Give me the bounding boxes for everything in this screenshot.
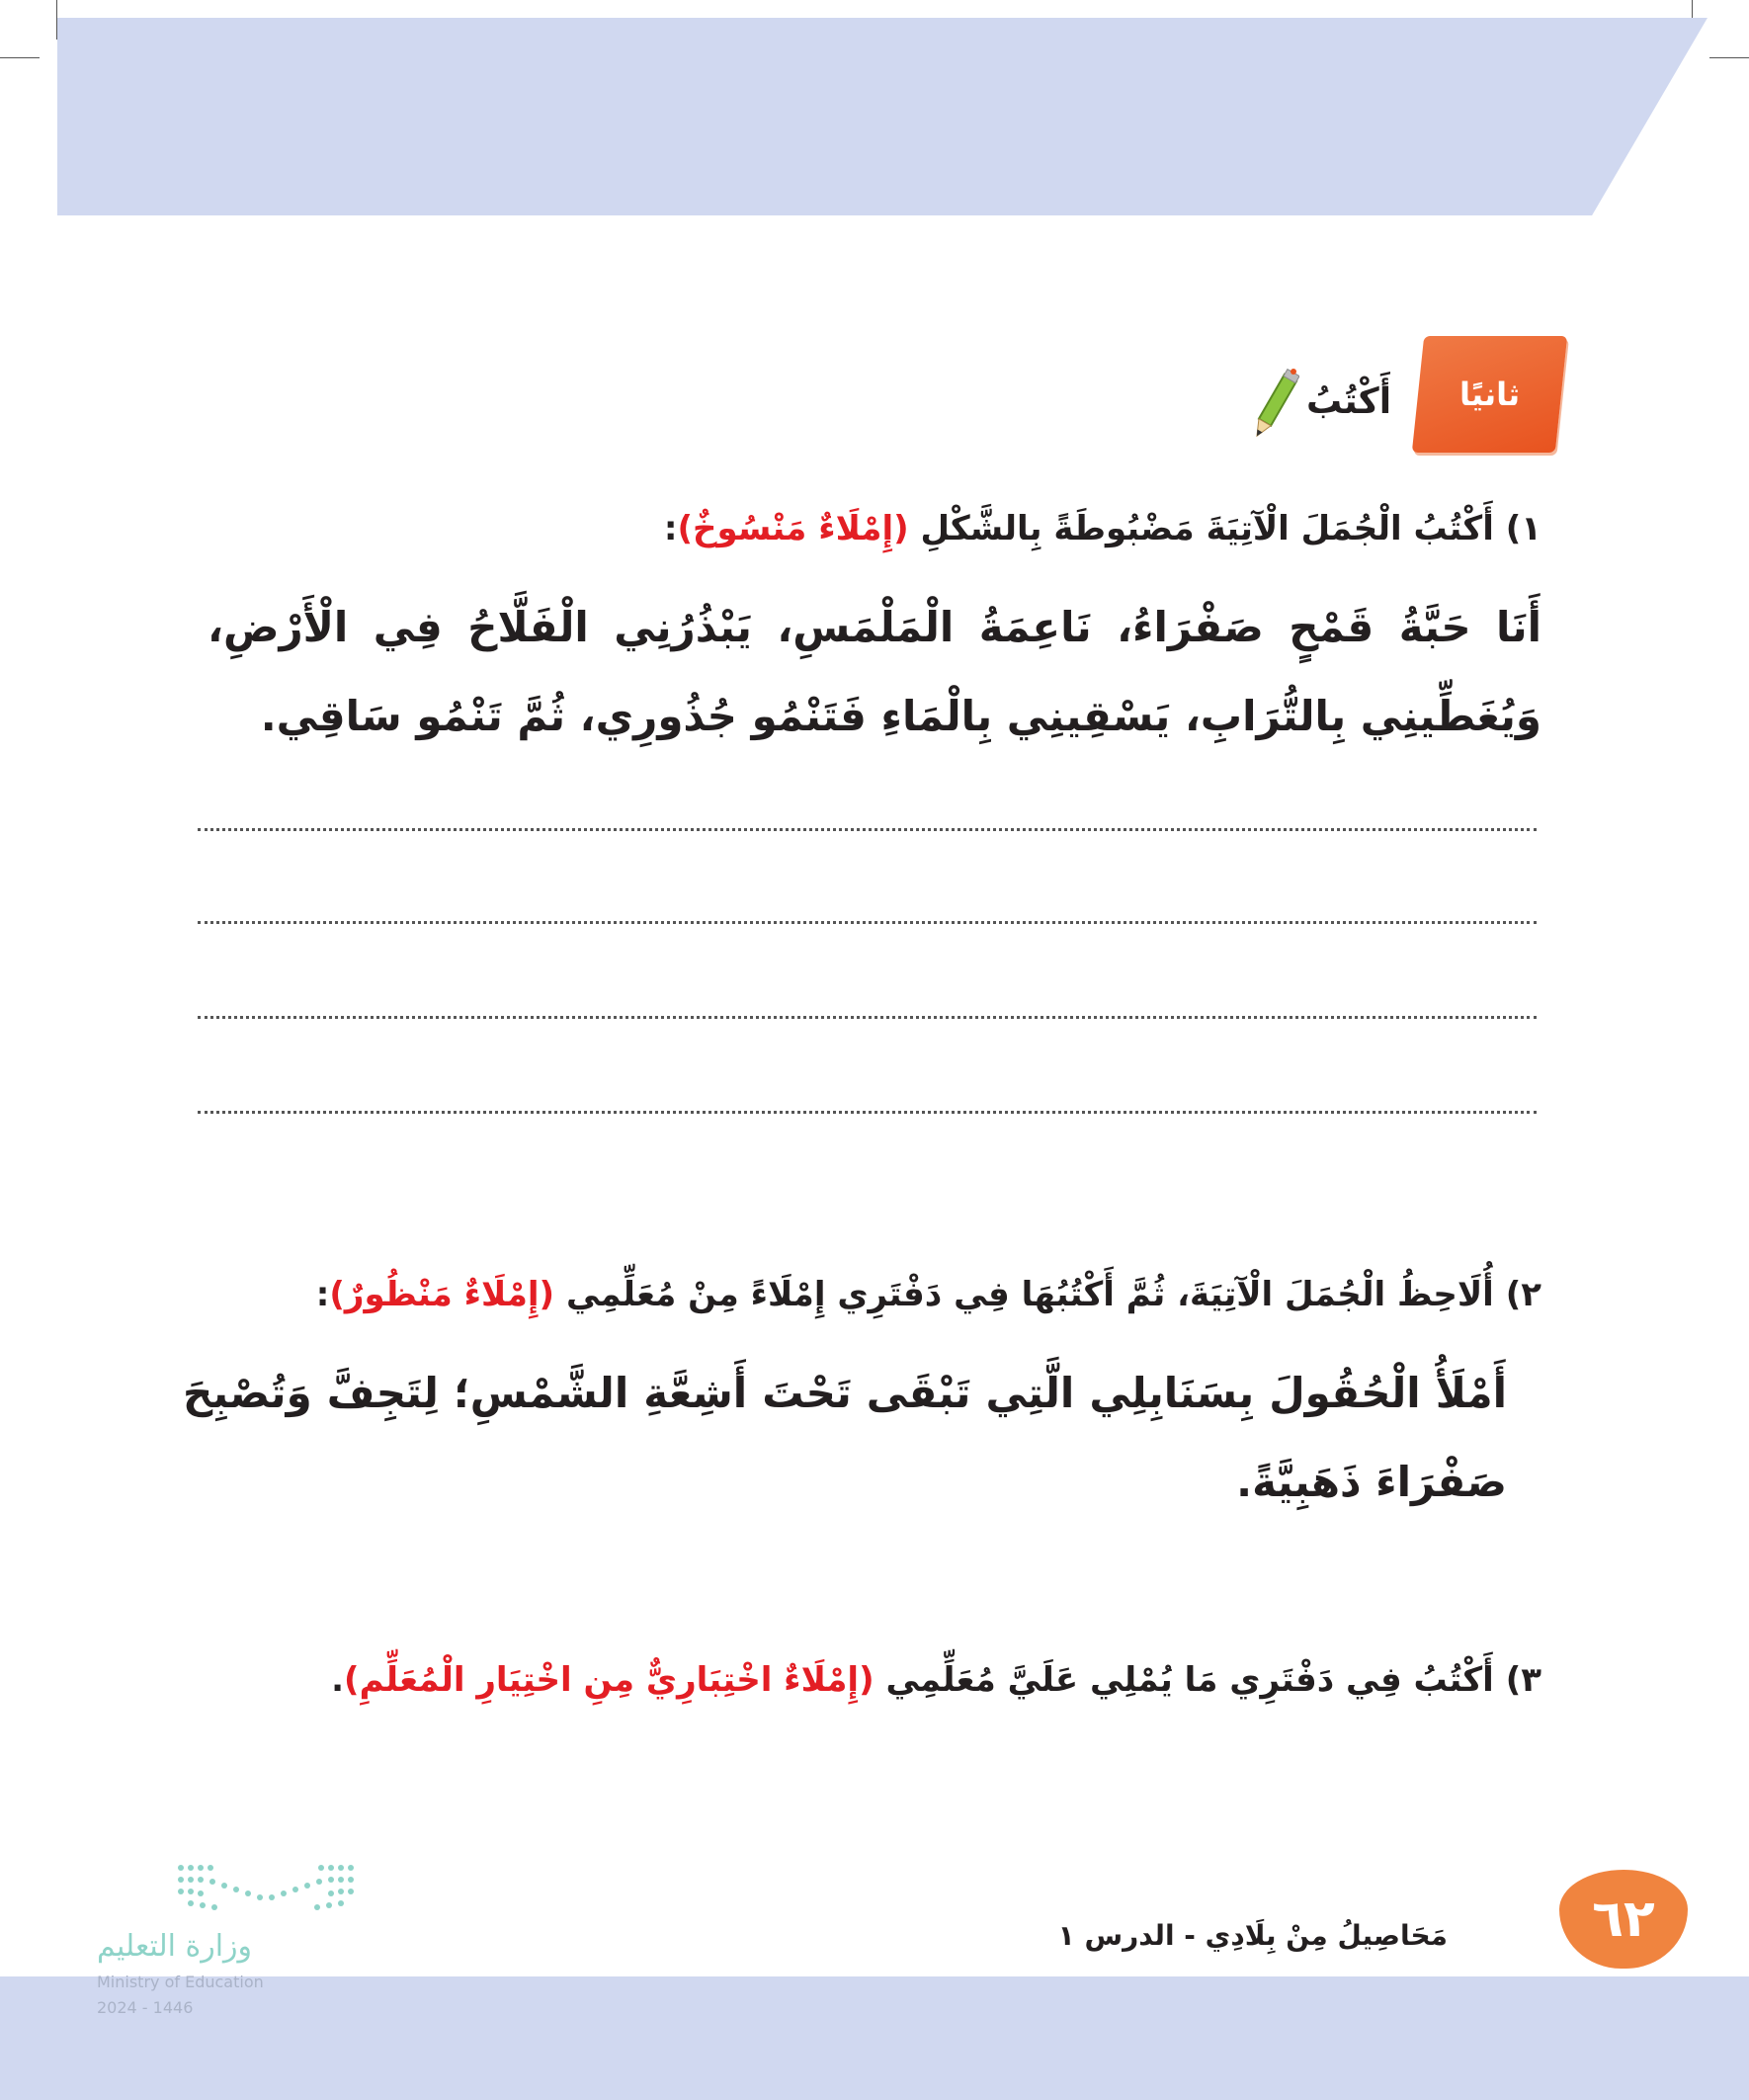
ministry-year: 2024 - 1446 bbox=[97, 1998, 194, 2017]
page-number: ٦٢ bbox=[1559, 1870, 1688, 1969]
q2-tag: (إِمْلَاءٌ مَنْظُورٌ) bbox=[329, 1275, 555, 1314]
ministry-logo-icon bbox=[173, 1860, 361, 1914]
section-badge bbox=[1412, 336, 1567, 453]
q1-tag: (إِمْلَاءٌ مَنْسُوخٌ) bbox=[677, 509, 909, 548]
pencil-icon bbox=[1250, 366, 1299, 445]
writing-line[interactable] bbox=[198, 921, 1537, 924]
crop-mark bbox=[56, 0, 57, 40]
writing-line[interactable] bbox=[198, 1111, 1537, 1114]
q3-instruction: أَكْتُبُ فِي دَفْتَرِي مَا يُمْلِي عَلَيَّ مُعَلِّمِي bbox=[885, 1660, 1494, 1700]
ministry-name-en: Ministry of Education bbox=[97, 1973, 264, 1991]
crop-mark bbox=[0, 57, 40, 58]
writing-line[interactable] bbox=[198, 1016, 1537, 1019]
section-title: أَكْتُبُ bbox=[1305, 381, 1392, 422]
q2-number: ٢) bbox=[1505, 1275, 1541, 1314]
footer-lesson-title: مَحَاصِيلُ مِنْ بِلَادِي - الدرس ١ bbox=[1057, 1919, 1448, 1952]
q2-instruction-line bbox=[316, 1275, 1541, 1314]
footer-band bbox=[0, 1976, 1749, 2100]
q1-colon: : bbox=[663, 509, 678, 548]
q2-text: أَمْلَأُ الْحُقُولَ بِسَنَابِلِي الَّتِي تَبْقَى تَحْتَ أَشِعَّةِ الشَّمْسِ؛ لِتَجِفَّ وَتُصْبِحَ صَفْرَاءَ ذَهَبِيَّةً. bbox=[183, 1369, 1507, 1506]
q3-end: . bbox=[331, 1660, 345, 1700]
q1-instruction: أَكْتُبُ الْجُمَلَ الْآتِيَةَ مَضْبُوطَةً بِالشَّكْلِ bbox=[920, 509, 1494, 548]
crop-mark bbox=[1709, 57, 1749, 58]
q1-number: ١) bbox=[1505, 509, 1541, 548]
q2-instruction: أُلَاحِظُ الْجُمَلَ الْآتِيَةَ، ثُمَّ أَكْتُبُهَا فِي دَفْتَرِي إِمْلَاءً مِنْ مُعَلِّمِي bbox=[565, 1275, 1494, 1314]
header-band bbox=[57, 18, 1707, 215]
q1-instruction-line bbox=[664, 509, 1541, 548]
q3-instruction-line bbox=[331, 1660, 1541, 1700]
q3-number: ٣) bbox=[1505, 1660, 1541, 1700]
writing-line[interactable] bbox=[198, 828, 1537, 831]
q2-colon: : bbox=[315, 1275, 330, 1314]
q1-text: أَنَا حَبَّةُ قَمْحٍ صَفْرَاءُ، نَاعِمَةُ الْمَلْمَسِ، يَبْذُرُنِي الْفَلَّاحُ فِي الْأَرْضِ، وَيُغَطِّينِي بِالتُّرَابِ، يَسْقِينِي بِالْمَاءِ فَتَنْمُو جُذُورِي، ثُمَّ تَنْمُو سَاقِي. bbox=[208, 603, 1541, 740]
q3-tag: (إِمْلَاءٌ اخْتِبَارِيٌّ مِنِ اخْتِيَارِ الْمُعَلِّمِ) bbox=[344, 1660, 874, 1700]
section-badge-label: ثانيًا bbox=[1458, 376, 1521, 413]
ministry-name-ar: وزارة التعليم bbox=[97, 1929, 253, 1964]
